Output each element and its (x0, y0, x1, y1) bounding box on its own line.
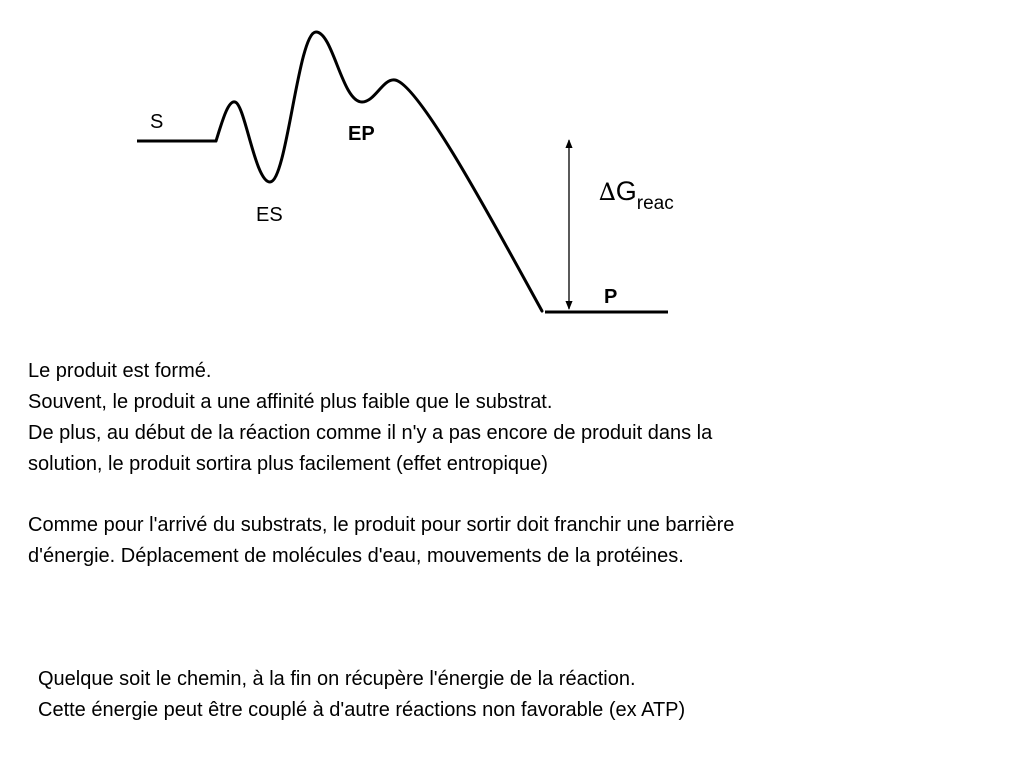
text-line: Comme pour l'arrivé du substrats, le produit pour sortir doit franchir une barrière (28, 514, 735, 536)
substrate-label: S (150, 111, 164, 133)
paragraph-energy-recovery (38, 664, 685, 726)
enzyme-substrate-label: ES (256, 204, 283, 226)
reaction-energy-curve (216, 32, 542, 311)
delta-symbol: ∆ (599, 178, 616, 206)
text-line: d'énergie. Déplacement de molécules d'eau, mouvements de la protéines. (28, 545, 684, 567)
g-letter: G (615, 176, 637, 206)
reac-subscript: reac (636, 193, 674, 214)
paragraph-energy-barrier (28, 510, 734, 572)
delta-g-reaction-label (599, 176, 674, 214)
text-line: solution, le produit sortira plus facilement (effet entropique) (28, 453, 548, 475)
text-line: Le produit est formé. (28, 360, 212, 382)
enzyme-product-label: EP (348, 123, 375, 145)
product-label: P (604, 286, 618, 308)
text-line: Quelque soit le chemin, à la fin on récupère l'énergie de la réaction. (38, 668, 636, 690)
text-line: Souvent, le produit a une affinité plus faible que le substrat. (28, 391, 553, 413)
text-line: Cette énergie peut être couplé à d'autre réactions non favorable (ex ATP) (38, 699, 686, 721)
energy-profile-diagram (0, 0, 1024, 340)
text-line: De plus, au début de la réaction comme il n'y a pas encore de produit dans la (28, 422, 713, 444)
paragraph-product-formed (28, 356, 712, 480)
